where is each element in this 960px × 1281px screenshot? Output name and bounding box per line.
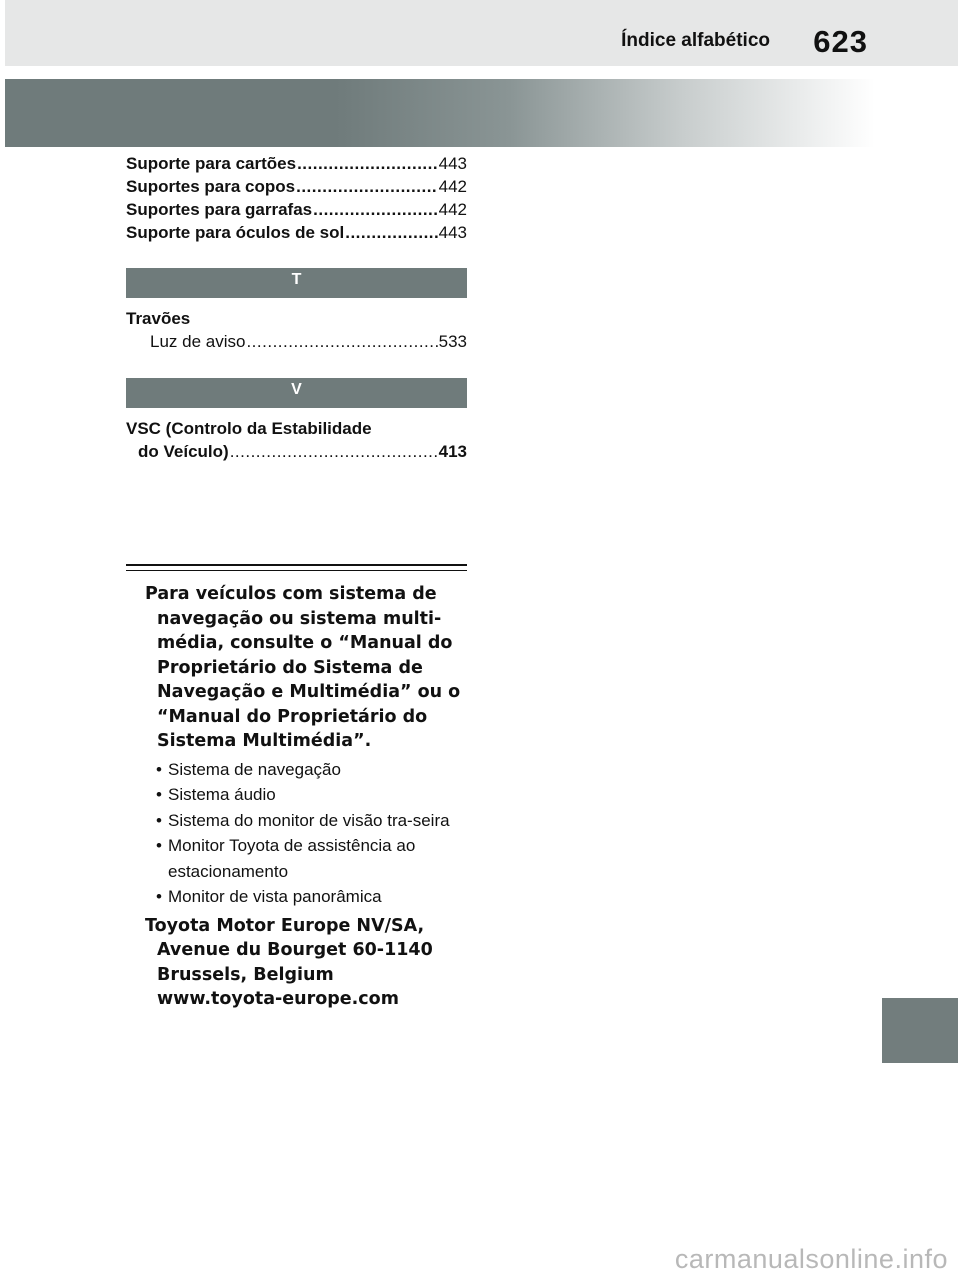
index-heading: Travões — [126, 309, 191, 328]
list-item: • Sistema do monitor de visão tra-seira — [156, 810, 450, 830]
index-entry: Suporte para cartões ..... 443 — [126, 152, 467, 175]
section-letter-v: V — [126, 378, 467, 408]
index-heading: VSC (Controlo da Estabilidade — [126, 419, 372, 438]
manufacturer-address: Toyota Motor Europe NV/SA, Avenue du Bourget 60-1140 Brussels, Belgium www.toyota-europe.com — [145, 915, 433, 1009]
index-entry: do Veículo) ..... 413 — [126, 440, 467, 463]
decorative-band — [5, 79, 875, 147]
section-tab-marker — [882, 998, 958, 1063]
index-entry: Suportes para garrafas ..... 442 — [126, 198, 467, 221]
watermark-text: carmanualsonline.info — [674, 1244, 948, 1274]
index-section-s — [126, 152, 467, 244]
notice-bullet-list — [145, 757, 465, 910]
list-item: • Monitor Toyota de assistência ao estacionamento — [156, 836, 416, 881]
index-section-t — [126, 307, 467, 353]
list-item: • Sistema de navegação — [156, 759, 341, 779]
index-entry: Suporte para óculos de sol ..... 443 — [126, 221, 467, 244]
navigation-notice — [145, 582, 465, 1012]
list-item: • Monitor de vista panorâmica — [156, 887, 382, 906]
list-item: • Sistema áudio — [156, 785, 276, 804]
divider-rule — [126, 564, 467, 566]
index-entry: Suportes para copos ..... 442 — [126, 175, 467, 198]
page-header-title: Índice alfabético — [621, 30, 770, 51]
divider-rule — [126, 570, 467, 571]
notice-text: Para veículos com sistema de navegação ou sistema multi-média, consulte o “Manual do Proprietário do Sistema de Navegação e Multimédia” ou o “Manual do Proprietário do Sistema Multimédia”. — [145, 584, 461, 751]
index-section-v — [126, 417, 467, 463]
index-entry: Luz de aviso ..... 533 — [126, 330, 467, 353]
page-number: 623 — [813, 24, 868, 59]
section-letter-t: T — [126, 268, 467, 298]
